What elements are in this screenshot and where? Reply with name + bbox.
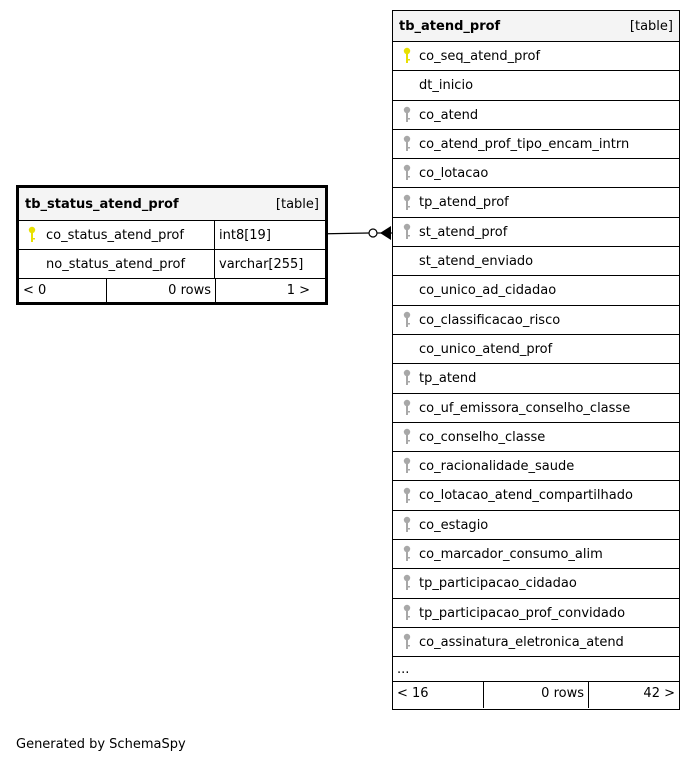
- column-row[interactable]: [19, 250, 325, 279]
- table-status-atend-prof[interactable]: [16, 185, 328, 305]
- column-name: co_unico_ad_cidadao: [419, 283, 557, 299]
- column-name: tp_atend: [419, 371, 477, 387]
- column-row[interactable]: [393, 159, 679, 188]
- column-row[interactable]: [393, 628, 679, 657]
- foreign-key-icon: [403, 164, 411, 182]
- column-row[interactable]: [393, 481, 679, 510]
- column-row[interactable]: [393, 452, 679, 481]
- column-row[interactable]: [393, 71, 679, 100]
- column-row[interactable]: [393, 247, 679, 276]
- column-name: co_classificacao_risco: [419, 312, 561, 328]
- column-name: co_lotacao: [419, 166, 489, 182]
- column-name: no_status_atend_prof: [46, 257, 186, 272]
- column-row[interactable]: [393, 306, 679, 335]
- foreign-key-icon: [403, 399, 411, 417]
- column-datatype: int8[19]: [219, 228, 271, 243]
- column-name: co_unico_atend_prof: [419, 341, 553, 357]
- foreign-key-icon: [403, 311, 411, 329]
- column-name: co_atend_prof_tipo_encam_intrn: [419, 136, 630, 152]
- foreign-key-icon: [403, 428, 411, 446]
- column-name: co_uf_emissora_conselho_classe: [419, 400, 631, 416]
- foreign-key-icon: [403, 135, 411, 153]
- column-row[interactable]: [393, 394, 679, 423]
- foreign-key-icon: [403, 516, 411, 534]
- column-row[interactable]: [393, 188, 679, 217]
- foreign-key-icon: [403, 194, 411, 212]
- ellipsis-row: ...: [393, 657, 679, 682]
- column-row[interactable]: [393, 599, 679, 628]
- column-name: co_racionalidade_saude: [419, 459, 575, 475]
- column-name: co_seq_atend_prof: [419, 49, 541, 64]
- table-header: [19, 188, 325, 221]
- foreign-key-icon: [403, 457, 411, 475]
- column-name: co_conselho_classe: [419, 429, 546, 445]
- parents-count[interactable]: < 16: [393, 682, 484, 708]
- primary-key-icon: [403, 47, 411, 65]
- primary-key-icon: [28, 226, 36, 244]
- foreign-key-icon: [403, 604, 411, 622]
- column-name: co_marcador_consumo_alim: [419, 547, 603, 563]
- parents-count[interactable]: < 0: [19, 279, 107, 305]
- foreign-key-icon: [403, 487, 411, 505]
- table-header: [393, 11, 679, 42]
- foreign-key-icon: [403, 106, 411, 124]
- column-name-cell: [19, 250, 215, 278]
- column-row[interactable]: [393, 364, 679, 393]
- column-row[interactable]: [393, 276, 679, 305]
- generated-by-label: Generated by SchemaSpy: [16, 737, 186, 752]
- column-row[interactable]: [393, 423, 679, 452]
- column-row[interactable]: [393, 101, 679, 130]
- column-name: tp_atend_prof: [419, 195, 509, 211]
- column-row[interactable]: [393, 511, 679, 540]
- relationship-crowfoot-head: [380, 226, 391, 240]
- table-name: tb_status_atend_prof: [25, 197, 179, 212]
- column-name: co_atend: [419, 107, 479, 123]
- column-row[interactable]: [393, 130, 679, 159]
- relationship-zero-marker: [369, 229, 377, 237]
- column-name: co_lotacao_atend_compartilhado: [419, 488, 633, 504]
- column-type-cell: [215, 221, 314, 249]
- table-atend-prof[interactable]: [392, 10, 680, 710]
- table-name: tb_atend_prof: [399, 19, 501, 34]
- column-row[interactable]: [393, 569, 679, 598]
- rows-count: 0 rows: [484, 682, 589, 708]
- table-type: [table]: [629, 19, 673, 34]
- column-name: co_assinatura_eletronica_atend: [419, 634, 624, 650]
- foreign-key-icon: [403, 633, 411, 651]
- column-row[interactable]: [393, 335, 679, 364]
- column-name: co_estagio: [419, 517, 489, 533]
- column-name: dt_inicio: [419, 78, 474, 94]
- column-name: co_status_atend_prof: [46, 228, 184, 243]
- column-row[interactable]: [393, 218, 679, 247]
- column-name: st_atend_prof: [419, 224, 508, 240]
- column-name: tp_participacao_prof_convidado: [419, 605, 626, 621]
- column-name: st_atend_enviado: [419, 254, 534, 270]
- column-name-cell: [19, 221, 215, 249]
- column-name: tp_participacao_cidadao: [419, 576, 577, 592]
- table-type: [table]: [275, 197, 319, 212]
- column-row[interactable]: [393, 42, 679, 71]
- children-count[interactable]: 42 >: [643, 686, 675, 702]
- column-row[interactable]: [19, 221, 325, 250]
- column-datatype: varchar[255]: [219, 257, 304, 272]
- table-footer: [393, 682, 679, 708]
- column-type-cell: [215, 250, 314, 278]
- foreign-key-icon: [403, 369, 411, 387]
- foreign-key-icon: [403, 223, 411, 241]
- foreign-key-icon: [403, 545, 411, 563]
- table-footer: [19, 279, 325, 305]
- rows-count: 0 rows: [107, 279, 216, 305]
- column-row[interactable]: [393, 540, 679, 569]
- children-count[interactable]: 1 >: [286, 283, 310, 298]
- foreign-key-icon: [403, 574, 411, 592]
